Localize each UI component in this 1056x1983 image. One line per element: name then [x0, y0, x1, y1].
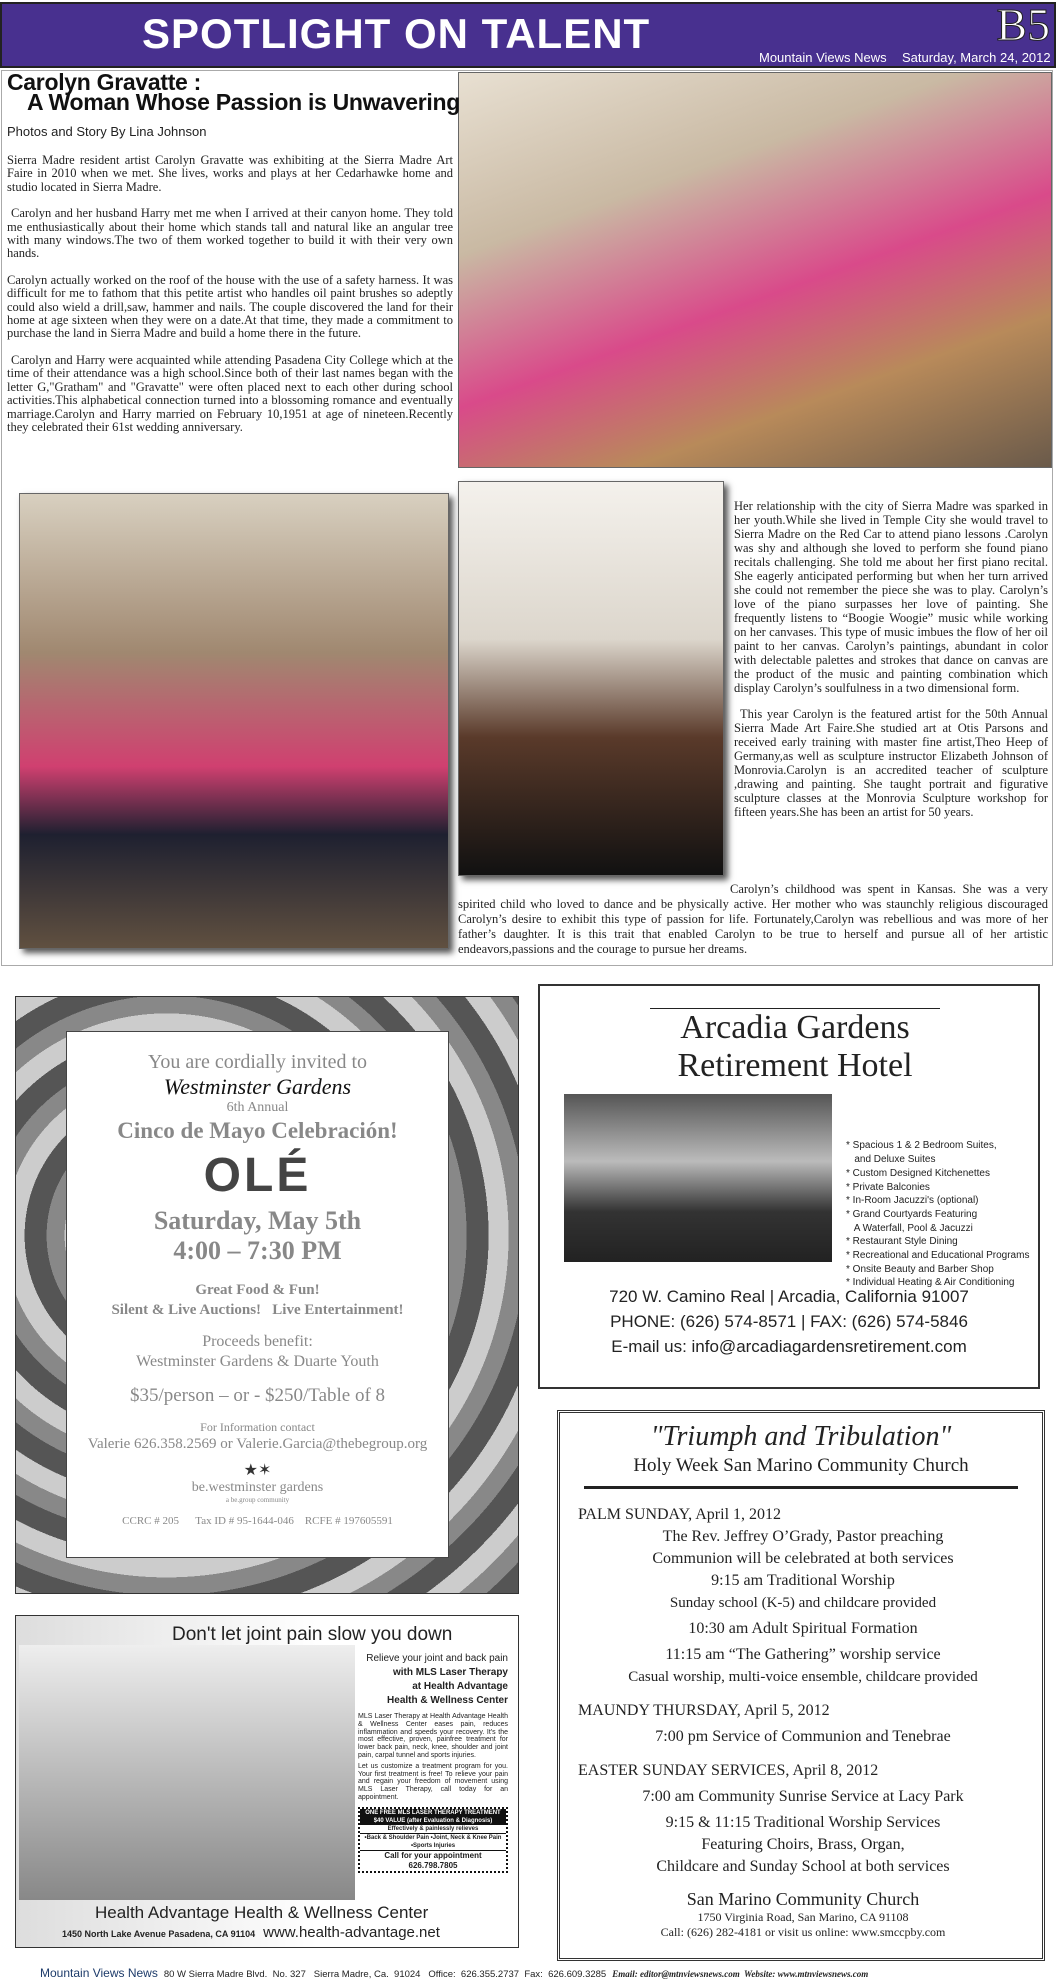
section-title: SPOTLIGHT ON TALENT	[142, 10, 651, 57]
service-line: 7:00 am Community Sunrise Service at Lacy Park	[642, 1788, 964, 1805]
coupon	[358, 1807, 508, 1873]
service-line: 9:15 & 11:15 Traditional Worship Services	[665, 1814, 941, 1831]
feature: A Waterfall, Pool & Jacuzzi	[846, 1222, 973, 1234]
arcadia-title	[650, 1008, 940, 1085]
palm-sunday-heading: PALM SUNDAY, April 1, 2012	[578, 1506, 782, 1523]
health-website[interactable]: www.health-advantage.net	[263, 1924, 440, 1941]
auctions-text: Silent & Live Auctions! Live Entertainment!	[111, 1302, 404, 1318]
contact-label: For Information contact	[200, 1420, 315, 1434]
arcadia-address: 720 W. Camino Real | Arcadia, California 91007	[609, 1287, 969, 1306]
headline-line2: A Woman Whose Passion is Unwavering	[27, 89, 460, 115]
service-line: The Rev. Jeffrey O’Grady, Pastor preaching	[662, 1528, 944, 1545]
feature: * Spacious 1 & 2 Bedroom Suites,	[846, 1140, 997, 1152]
health-sub: at Health Advantage	[412, 1681, 508, 1692]
event-date: Saturday, May 5th	[153, 1206, 362, 1235]
easter-sunday-heading: EASTER SUNDAY SERVICES, April 8, 2012	[578, 1762, 879, 1779]
page-number: B5	[996, 0, 1050, 50]
ole-logo: OLÉ	[203, 1149, 312, 1202]
health-address: 1450 North Lake Avenue Pasadena, CA 91104	[62, 1929, 256, 1939]
arcadia-title-1: Arcadia Gardens	[680, 1009, 910, 1046]
arcadia-phone: PHONE: (626) 574-8571 | FAX: (626) 574-5846	[610, 1312, 968, 1331]
service-line: Childcare and Sunday School at both services	[656, 1858, 950, 1875]
service-line: Casual worship, multi-voice ensemble, childcare provided	[628, 1669, 978, 1685]
service-line: Sunday school (K-5) and childcare provided	[669, 1595, 937, 1611]
feature: * Custom Designed Kitchenettes	[846, 1167, 990, 1179]
footer	[40, 1966, 868, 1980]
photo-artist-painting	[458, 72, 1052, 468]
coupon-phone: Call for your appointment 626.798.7805	[360, 1850, 506, 1871]
headline-line1: Carolyn Gravatte :	[7, 69, 201, 95]
arcadia-features	[846, 1112, 1029, 1304]
service-line: 10:30 am Adult Spiritual Formation	[688, 1620, 918, 1637]
section-header	[0, 2, 1056, 68]
service-line: 9:15 am Traditional Worship	[711, 1572, 895, 1589]
star-logo-icon: ★✶	[243, 1462, 272, 1479]
paragraph: Carolyn and her husband Harry met me when I arrived at their canyon home. They told me enthusiastically about their home which stands tall and natural like an angular tree with many windows.The two of them worked together to build it with their very own hands.	[7, 206, 453, 261]
paper-name: Mountain Views News	[759, 50, 887, 65]
byline: Photos and Story By Lina Johnson	[7, 124, 207, 139]
footer-contact[interactable]: Email: editor@mtnviewsnews.com Website: www.mtnviewsnews.com	[612, 1969, 869, 1979]
coupon-text: •Back & Shoulder Pain •Joint, Neck & Knee Pain •Sports Injuries	[364, 1834, 502, 1849]
feature: * Grand Courtyards Featuring	[846, 1208, 978, 1220]
paragraph: Her relationship with the city of Sierra Madre was sparked in her youth.While she lived in Temple City she would travel to Sierra Madre on the Red Car to attend piano lessons .Carolyn was shy and although she loved to perform she found piano recitals challenging. She told me about her first piano recital. She eagerly anticipated performing but when her turn arrived she could not remember the piece she was to play. Carolyn’s love of the piano surpasses her love of painting. She frequently listens to “Boogie Woogie” music while working on her canvases. This type of music imbues the flow of her oil paint to her canvas. Carolyn’s paintings, abundant in color with delectable palettes and strokes that dance on canvas are the product of the music and painting combination which display Carolyn’s soulfulness in a two dimensional form.	[734, 499, 1048, 695]
church-title: "Triumph and Tribulation"	[650, 1421, 952, 1452]
church-subtitle: Holy Week San Marino Community Church	[584, 1454, 1018, 1489]
westminster-name: Westminster Gardens	[163, 1074, 352, 1099]
westminster-card	[66, 1031, 449, 1558]
church-contact[interactable]: Call: (626) 282-4181 or visit us online: www.smccpby.com	[660, 1925, 946, 1939]
paragraph: Carolyn and Harry were acquainted while attending Pasadena City College which at the time of their attendance was a high school.Since both of their last names began with the letter G,"Gratham" and "Gravatte" were often placed next to each other during school activities.This alphabetical connection turned into a blossoming romance and eventually marriage.Carolyn and Harry married on February 10,1951 at age of nineteen.Recently they celebrated their 61st wedding anniversary.	[7, 352, 453, 434]
church-address: 1750 Virginia Road, San Marino, CA 91108	[697, 1910, 909, 1924]
invite-text: You are cordially invited to	[147, 1051, 368, 1073]
logo-sub: a be.group community	[225, 1496, 290, 1504]
health-sub: Relieve your joint and back pain	[366, 1653, 508, 1664]
event-title: Cinco de Mayo Celebración!	[117, 1118, 398, 1143]
paragraph: Carolyn’s childhood was spent in Kansas. She was a very spirited child who loved to dance and be physically active. Her mother who was staunchly religious discouraged Carolyn’s desire to exhibit this type of passion for life. Fortunately,Carolyn was rebellious and was more of her father’s daughter. It is this trait that enabled Carolyn to be true to herself and pursue all of her artistic endeavors,passions and the courage to pursue her dreams.	[458, 882, 1048, 956]
fun-text: Great Food & Fun!	[195, 1282, 320, 1298]
footer-paper: Mountain Views News	[40, 1966, 158, 1980]
license-ids: CCRC # 205 Tax ID # 95-1644-046 RCFE # 197605591	[122, 1515, 393, 1527]
health-sub: Health & Wellness Center	[387, 1695, 508, 1706]
feature: * In-Room Jacuzzi's (optional)	[846, 1195, 979, 1207]
feature: * Recreational and Educational Programs	[846, 1250, 1030, 1262]
paragraph: Carolyn actually worked on the roof of the house with the use of a safety harness. It was difficult for me to fathom that this petite artist who handles oil paint brushes so adeptly could also wield a drill,saw, hammer and nails. The couple discovered the land for their home at age sixteen when they were on a date.At that time, they made a commitment to purchase the land in Sierra Madre and build a home there in the future.	[7, 272, 453, 341]
photo-family-running	[19, 1645, 355, 1900]
health-body: MLS Laser Therapy at Health Advantage Health & Wellness Center eases pain, reduces inflammation and speeds your recovery. It's the most effective, proven, painfree treatment for lower back pain, neck, knee, shoulder and joint pain, carpal tunnel and sports injuries.	[358, 1713, 508, 1759]
arcadia-email: E-mail us: info@arcadiagardensretirement.com	[611, 1337, 967, 1356]
feature: and Deluxe Suites	[846, 1154, 936, 1166]
feature: * Private Balconies	[846, 1181, 930, 1193]
proceeds-label: Proceeds benefit:	[202, 1333, 313, 1350]
price: $35/person – or - $250/Table of 8	[129, 1385, 386, 1406]
annual-text: 6th Annual	[226, 1100, 289, 1115]
health-body: Let us customize a treatment program for you. Your first treatment is free! To relieve your pain and regain your freedom of movement using MLS Laser Therapy, call today for an appointment.	[358, 1762, 508, 1801]
paragraph: This year Carolyn is the featured artist for the 50th Annual Sierra Made Art Faire.She studied art at Otis Parsons and received early training with master fine artist,Theo Heep of Germany,as well as sculpture instructor Elizabeth Johnson of Monrovia.Carolyn is an accredited teacher of sculpture ,drawing and painting. She taught portrait and figurative sculpture classes at the Monrovia Sculpture workshop for fifteen years.She has been an artist for 50 years.	[734, 707, 1048, 819]
westminster-logo: be.westminster gardens	[191, 1480, 324, 1495]
coupon-title: ONE FREE MLS LASER THERAPY TREATMENT	[365, 1809, 501, 1816]
service-line: 11:15 am “The Gathering” worship service	[665, 1646, 941, 1663]
feature: * Individual Heating & Air Conditioning	[846, 1277, 1015, 1289]
beneficiary: Westminster Gardens & Duarte Youth	[136, 1353, 379, 1370]
feature: * Restaurant Style Dining	[846, 1236, 958, 1248]
service-line: Communion will be celebrated at both services	[652, 1550, 954, 1567]
feature: * Onsite Beauty and Barber Shop	[846, 1263, 994, 1275]
service-line: Featuring Choirs, Brass, Organ,	[701, 1836, 905, 1853]
photo-courtyard	[564, 1094, 832, 1262]
health-sub: with MLS Laser Therapy	[392, 1667, 508, 1678]
arcadia-title-2: Retirement Hotel	[677, 1047, 913, 1084]
event-time: 4:00 – 7:30 PM	[173, 1236, 342, 1265]
service-line: 7:00 pm Service of Communion and Tenebrae	[655, 1728, 951, 1745]
health-name: Health Advantage Health & Wellness Center	[95, 1903, 429, 1922]
issue-date: Saturday, March 24, 2012	[902, 50, 1051, 65]
photo-piano	[458, 481, 724, 876]
photo-couple	[19, 493, 449, 949]
health-headline: Don't let joint pain slow you down	[172, 1624, 453, 1645]
coupon-text: Effectively & painlessly relieves	[360, 1825, 506, 1834]
coupon-value: $40 VALUE (after Evaluation & Diagnosis)	[373, 1817, 493, 1824]
maundy-thursday-heading: MAUNDY THURSDAY, April 5, 2012	[578, 1702, 830, 1719]
paragraph: Sierra Madre resident artist Carolyn Gravatte was exhibiting at the Sierra Madre Art Faire in 2010 when we met. She lives, works and plays at her Cedarhawke home and studio located in Sierra Madre.	[7, 153, 453, 194]
church-name: San Marino Community Church	[686, 1889, 920, 1909]
footer-address: 80 W Sierra Madre Blvd. No. 327 Sierra Madre, Ca. 91024 Office: 626.355.2737 Fax: 626.609.3285	[163, 1969, 607, 1980]
contact: Valerie 626.358.2569 or Valerie.Garcia@thebegroup.org	[87, 1436, 428, 1452]
